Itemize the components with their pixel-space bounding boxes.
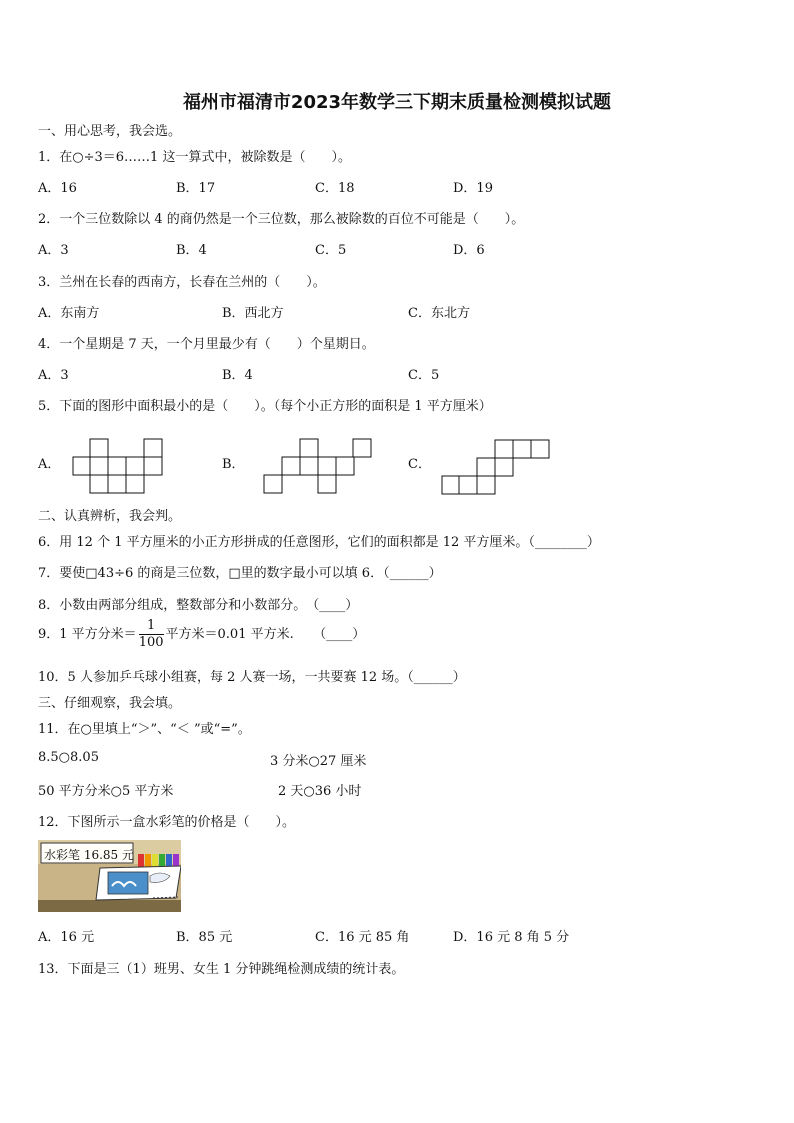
q9-numerator: 1 bbox=[139, 618, 164, 635]
q12-option-b: B．85 元 bbox=[176, 930, 233, 945]
q11-item-4: 2 天○36 小时 bbox=[278, 784, 362, 799]
q9-prefix: 9．1 平方分米＝ bbox=[38, 627, 137, 642]
question-13: 13．下面是三（1）班男、女生 1 分钟跳绳检测成绩的统计表。 bbox=[38, 962, 405, 977]
q12-option-a: A．16 元 bbox=[38, 930, 95, 945]
q1-option-d: D．19 bbox=[453, 181, 493, 196]
question-9 bbox=[38, 618, 365, 651]
q11-item-2: 3 分米○27 厘米 bbox=[270, 754, 367, 769]
q2-option-a: A．3 bbox=[38, 243, 69, 258]
q1-option-a: A．16 bbox=[38, 181, 77, 196]
q9-denominator: 100 bbox=[138, 635, 164, 650]
q9-suffix: 平方米＝0.01 平方米. （____） bbox=[165, 627, 366, 642]
question-6: 6．用 12 个 1 平方厘米的小正方形拼成的任意图形，它们的面积都是 12 平方厘米。（________） bbox=[38, 535, 600, 550]
q9-fraction bbox=[139, 618, 164, 651]
question-4: 4．一个星期是 7 天，一个月里最少有（ ）个星期日。 bbox=[38, 337, 375, 352]
q5-option-a: A． bbox=[38, 457, 61, 472]
section-heading-3: 三、仔细观察，我会填。 bbox=[38, 696, 182, 711]
question-7: 7．要使□43÷6 的商是三位数，□里的数字最小可以填 6．（______） bbox=[38, 566, 442, 581]
q1-option-b: B．17 bbox=[176, 181, 216, 196]
q5-figure-a bbox=[72, 438, 164, 494]
q11-item-1: 8.5○8.05 bbox=[38, 750, 99, 765]
q3-option-c: C．东北方 bbox=[408, 306, 470, 321]
q4-option-b: B．4 bbox=[222, 368, 253, 383]
section-heading-1: 一、用心思考，我会选。 bbox=[38, 124, 182, 139]
question-5: 5．下面的图形中面积最小的是（ ）。（每个小正方形的面积是 1 平方厘米） bbox=[38, 399, 492, 414]
q3-option-b: B．西北方 bbox=[222, 306, 284, 321]
q2-option-d: D．6 bbox=[453, 243, 485, 258]
question-11: 11．在○里填上“＞”、“＜ ”或“=”。 bbox=[38, 722, 251, 737]
q4-option-c: C．5 bbox=[408, 368, 440, 383]
q5-figure-b bbox=[263, 438, 373, 494]
question-1: 1．在○÷3＝6……1 这一算式中，被除数是（ ）。 bbox=[38, 150, 351, 165]
q5-figure-c bbox=[441, 439, 551, 495]
section-heading-2: 二、认真辨析，我会判。 bbox=[38, 509, 182, 524]
q5-option-b: B． bbox=[222, 457, 245, 472]
q12-option-c: C．16 元 85 角 bbox=[315, 930, 410, 945]
question-12: 12．下图所示一盒水彩笔的价格是（ ）。 bbox=[38, 815, 296, 830]
question-3: 3．兰州在长春的西南方，长春在兰州的（ ）。 bbox=[38, 275, 326, 290]
question-8: 8．小数由两部分组成，整数部分和小数部分。 （____） bbox=[38, 598, 359, 613]
price-label: 水彩笔 16.85 元 bbox=[44, 848, 134, 862]
q1-option-c: C．18 bbox=[315, 181, 355, 196]
q12-option-d: D．16 元 8 角 5 分 bbox=[453, 930, 570, 945]
q3-option-a: A．东南方 bbox=[38, 306, 100, 321]
question-10: 10．5 人参加乒乓球小组赛，每 2 人赛一场，一共要赛 12 场。（______） bbox=[38, 670, 466, 685]
q2-option-b: B．4 bbox=[176, 243, 207, 258]
page-title: 福州市福清市2023年数学三下期末质量检测模拟试题 bbox=[182, 92, 612, 113]
question-2: 2．一个三位数除以 4 的商仍然是一个三位数，那么被除数的百位不可能是（ ）。 bbox=[38, 212, 525, 227]
watercolor-pen-box-picture bbox=[38, 840, 181, 912]
q5-option-c: C． bbox=[408, 457, 431, 472]
q11-item-3: 50 平方分米○5 平方米 bbox=[38, 784, 174, 799]
q4-option-a: A．3 bbox=[38, 368, 69, 383]
q2-option-c: C．5 bbox=[315, 243, 347, 258]
